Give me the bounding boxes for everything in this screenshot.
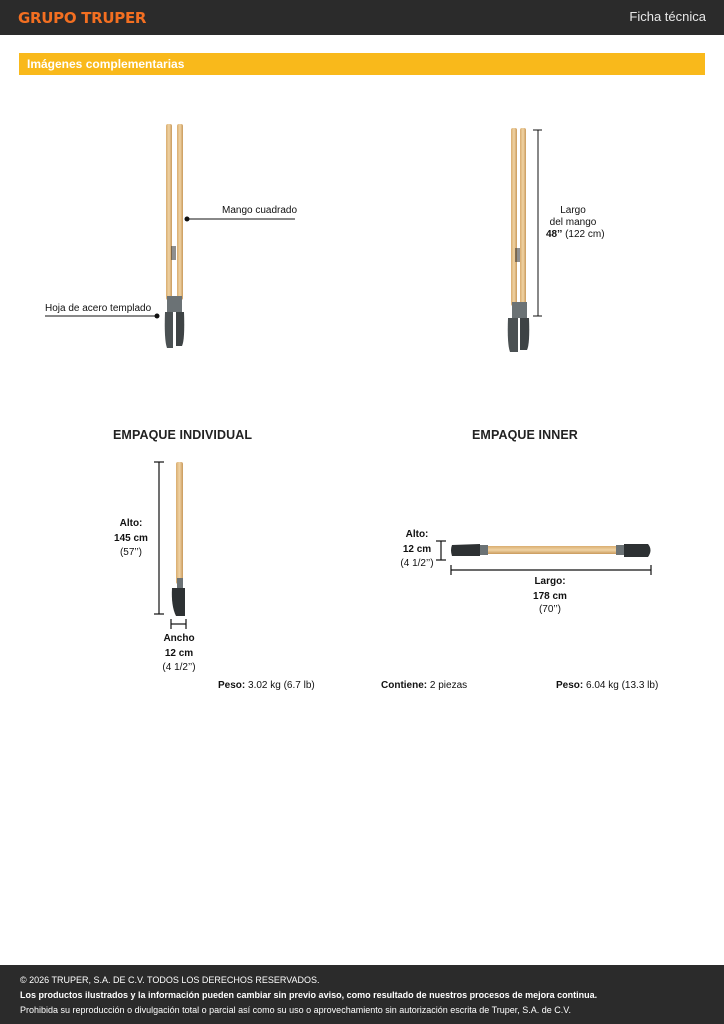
handle-length-cm: (122 cm): [565, 229, 605, 240]
inner-contents-label: Contiene:: [381, 680, 428, 691]
individual-weight: [218, 680, 315, 691]
brand-logo: GRUPO TRUPER: [18, 9, 147, 27]
individual-height-label: Alto:: [119, 518, 143, 529]
inner-contents-value: 2 piezas: [429, 680, 468, 691]
inner-length-in: (70’’): [538, 604, 562, 615]
individual-width-label: Ancho: [163, 633, 195, 644]
footer-copyright: © 2026 TRUPER, S.A. DE C.V. TODOS LOS DERECHOS RESERVADOS.: [20, 975, 320, 985]
inner-height-in: (4 1/2’’): [400, 558, 434, 569]
individual-weight-label: Peso:: [218, 680, 246, 691]
handle-length-label-2: del mango: [549, 217, 597, 228]
footer: [0, 965, 724, 1024]
handle-callout: Mango cuadrado: [222, 205, 298, 216]
individual-height-cm: 145 cm: [114, 533, 148, 544]
individual-weight-value: 3.02 kg (6.7 lb): [248, 680, 315, 691]
inner-weight-value: 6.04 kg (13.3 lb): [586, 680, 659, 691]
inner-weight: [556, 680, 658, 691]
section-title: Imágenes complementarias: [27, 57, 185, 71]
inner-length-cm: 178 cm: [533, 591, 567, 602]
post-hole-digger-front: [165, 124, 185, 348]
inner-package-image: [451, 544, 651, 557]
post-hole-digger-side: [508, 128, 530, 352]
handle-length-inches: 48’’: [546, 229, 563, 240]
individual-width-in: (4 1/2’’): [162, 662, 196, 673]
inner-height-cm: 12 cm: [402, 544, 432, 555]
handle-length-value: [546, 229, 605, 240]
blade-callout: Hoja de acero templado: [45, 303, 152, 314]
individual-package-image: [172, 462, 185, 616]
footer-disclaimer: Los productos ilustrados y la información pueden cambiar sin previo aviso, como resultado de nuestros procesos de mejora continua.: [20, 990, 598, 1000]
footer-prohibition: Prohibida su reproducción o divulgación total o parcial así como su uso o aprovechamiento sin autorización escrita de Truper, S.A. de C.V.: [20, 1005, 571, 1015]
inner-contents: [381, 680, 467, 691]
inner-height-label: Alto:: [405, 529, 429, 540]
inner-weight-label: Peso:: [556, 680, 584, 691]
handle-length-label-1: Largo: [560, 205, 586, 216]
individual-height-in: (57’’): [119, 547, 143, 558]
individual-package-heading: EMPAQUE INDIVIDUAL: [113, 428, 253, 442]
inner-package-heading: EMPAQUE INNER: [472, 428, 578, 442]
individual-width-cm: 12 cm: [164, 648, 194, 659]
inner-length-label: Largo:: [534, 576, 566, 587]
document-title: Ficha técnica: [629, 9, 706, 24]
